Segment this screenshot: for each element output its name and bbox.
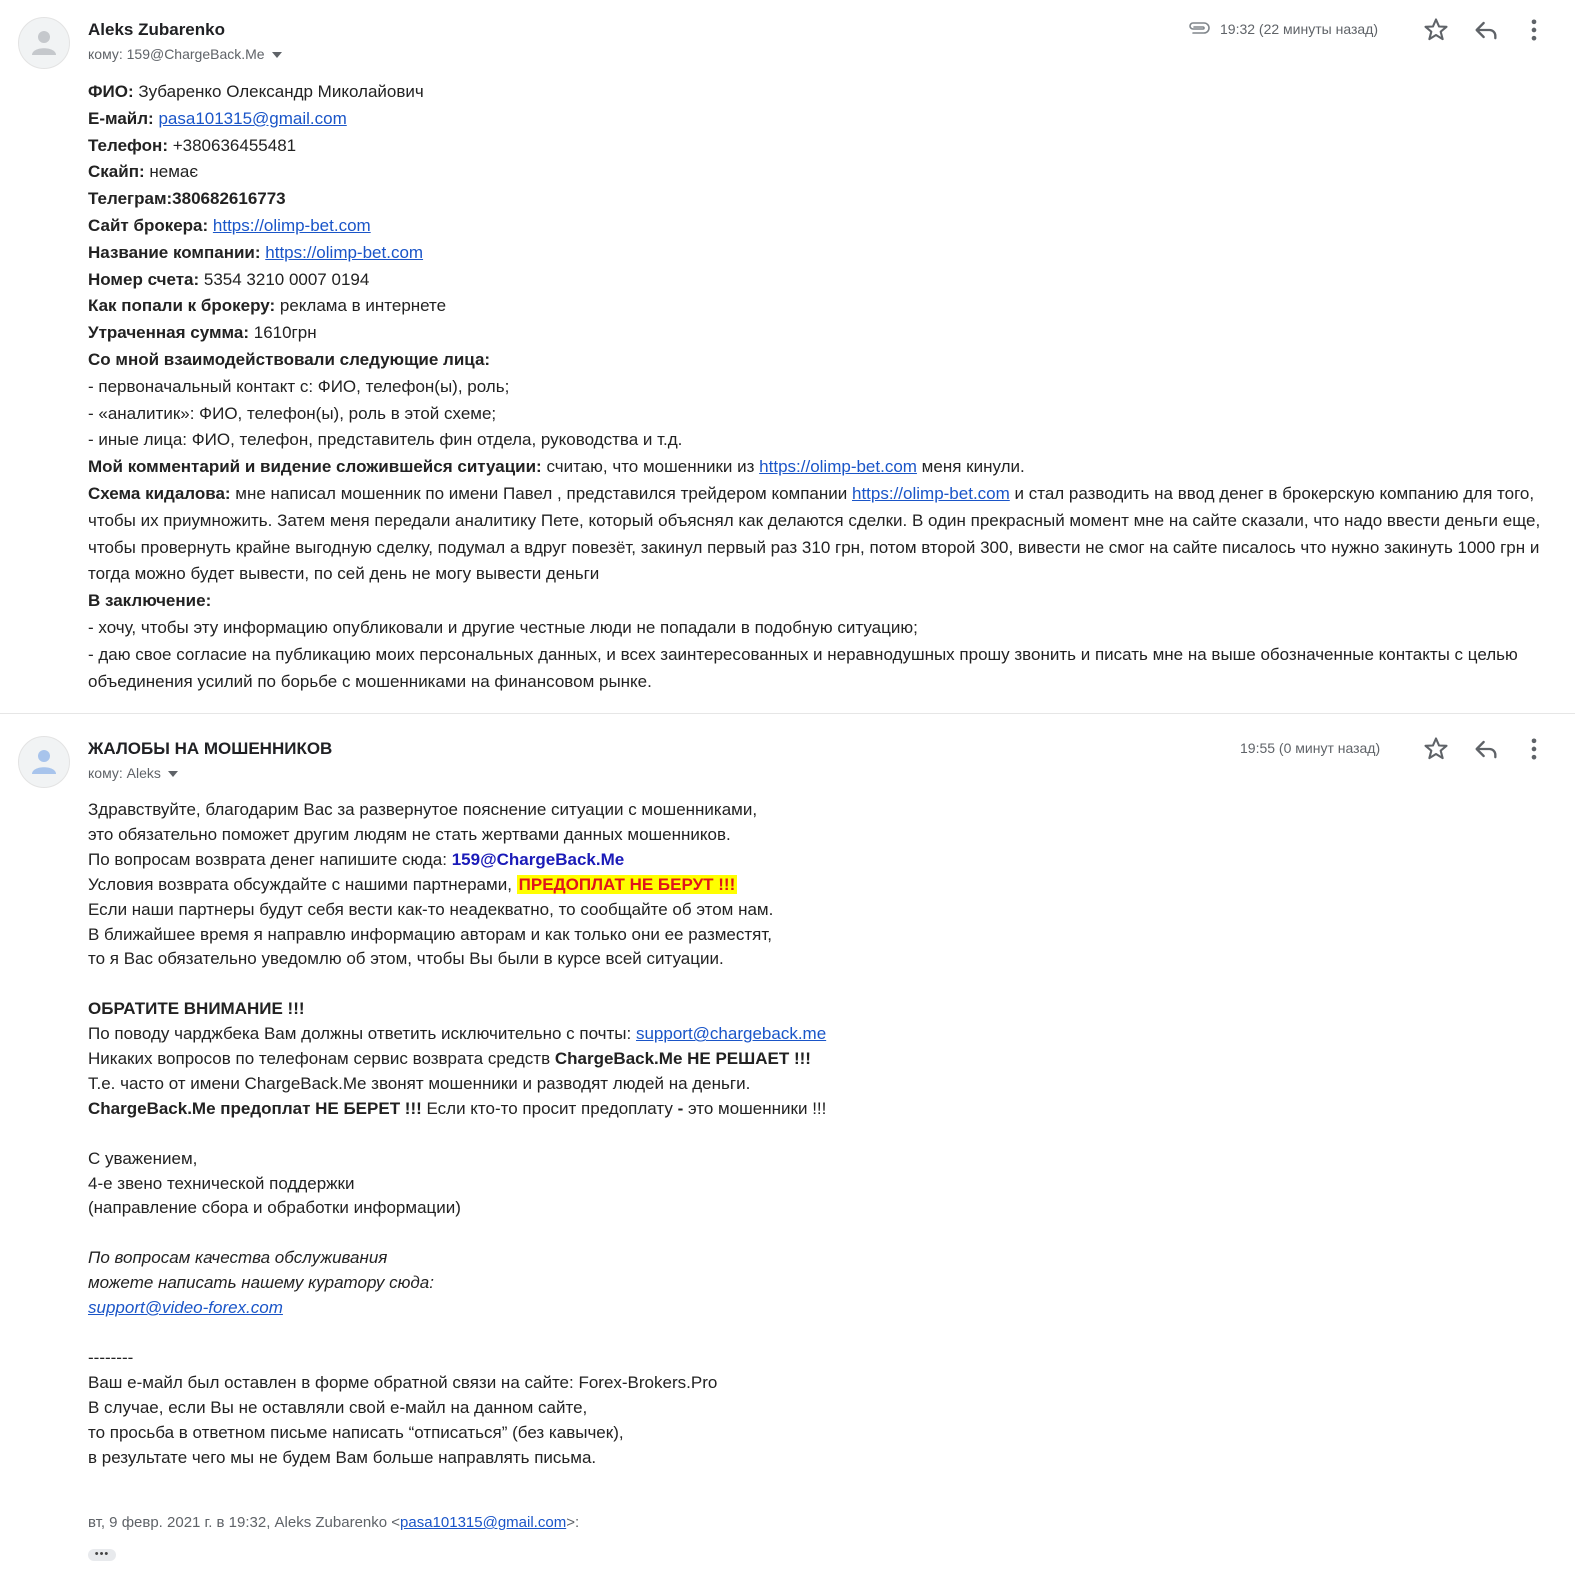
quality-line: По вопросам качества обслуживания [88,1248,388,1268]
more-vert-icon[interactable] [1520,16,1548,44]
star-icon[interactable] [1422,735,1450,763]
sender-name: ЖАЛОБЫ НА МОШЕННИКОВ [88,739,333,758]
sender-name: Aleks Zubarenko [88,20,225,39]
body-line: это обязательно поможет другим людям не стать жертвами данных мошенников. [88,824,731,844]
brand-email: 159@ChargeBack.Me [451,849,625,869]
reply-icon[interactable] [1472,735,1500,763]
field-line: ФИО: Зубаренко Олександр Миколайович [88,82,424,101]
company-link[interactable]: https://olimp-bet.com [265,242,424,262]
comment-line: Мой комментарий и видение сложившейся ситуации: считаю, что мошенники из https://olimp-bet.com меня кинули. [88,457,1025,477]
body-line: то я Вас обязательно уведомлю об этом, чтобы Вы были в курсе всей ситуации. [88,949,724,969]
highlight-warning: ПРЕДОПЛАТ НЕ БЕРУТ !!! [518,874,736,894]
body-line: Здравствуйте, благодарим Вас за развернутое пояснение ситуации с мошенниками, [88,800,758,819]
list-item: - даю свое согласие на публикацию моих персональных данных, и всех заинтересованных и неравнодушных прошу звонить и писать мне на выше обозначенные контакты с целью объединения усилий по борьбе с мошенниками на финансовом рынке. [88,644,1518,691]
message-2-body [88,798,1488,1470]
show-trimmed-content-button[interactable]: ••• [88,1549,116,1561]
paperclip-icon [1187,20,1211,36]
field-line: Е-майл: pasa101315@gmail.com [88,108,347,128]
person-avatar-icon [32,29,56,55]
more-vert-icon[interactable] [1520,735,1548,763]
recipient-text: кому: Aleks [88,765,161,781]
quoted-header: вт, 9 февр. 2021 г. в 19:32, Aleks Zubarenko <pasa101315@gmail.com>: [88,1514,580,1531]
body-line: ChargeBack.Me предоплат НЕ БЕРЕТ !!! Если кто-то просит предоплату - это мошенники !!! [88,1098,827,1118]
message-2 [0,714,1575,1579]
body-line: По поводу чарджбека Вам должны ответить исключительно с почты: support@chargeback.me [88,1024,827,1044]
field-line: Телефон: +380636455481 [88,135,297,155]
email-link[interactable]: pasa101315@gmail.com [158,108,347,128]
footer-line: в результате чего мы не будем Вам больше направлять письма. [88,1447,597,1467]
star-icon[interactable] [1422,16,1450,44]
support-email-link[interactable]: support@chargeback.me [635,1024,827,1044]
body-line: Т.е. часто от имени ChargeBack.Me звонят мошенники и разводят людей на деньги. [88,1073,751,1093]
footer-line: то просьба в ответном письме написать “отписаться” (без кавычек), [88,1422,624,1442]
scheme-paragraph: Схема кидалова: мне написал мошенник по имени Павел , представился трейдером компании https://olimp-bet.com и стал разводить на ввод денег в брокерскую компанию для того, чтобы их приумножить. Затем меня передали аналитику Пете, который объяснял как делаются сделки. В один прекрасный момент мне на сайте сказали, что надо ввести деньги еще, чтобы провернуть крайне выгодную сделку, подумал а вдруг повезёт, закинул первый раз 310 грн, потом второй 300, вивести не смог на сайте писалось что нужно закинуть 1000 грн и тогда можно будет вывести, по сей день не могу вывести деньги [88,483,1541,584]
list-item: - первоначальный контакт с: ФИО, телефон(ы), роль; [88,376,510,396]
person-avatar-icon [32,748,56,774]
field-line: Утраченная сумма: 1610грн [88,323,317,343]
reply-icon[interactable] [1472,16,1500,44]
body-line: Условия возврата обсуждайте с нашими партнерами, ПРЕДОПЛАТ НЕ БЕРУТ !!! [88,874,736,894]
body-line: По вопросам возврата денег напишите сюда: 159@ChargeBack.Me [88,849,625,869]
signature-line: 4-е звено технической поддержки [88,1173,355,1193]
caret-down-icon[interactable] [272,52,282,58]
field-line: Скайп: немає [88,162,199,182]
list-item: - иные лица: ФИО, телефон, представитель фин отдела, руководства и т.д. [88,430,683,450]
recipient-line[interactable] [88,46,282,62]
body-line: Если наши партнеры будут себя вести как-то неадекватно, то сообщайте об этом нам. [88,899,774,919]
field-line: Сайт брокера: https://olimp-bet.com [88,215,371,235]
recipient-text: кому: 159@ChargeBack.Me [88,46,265,62]
curator-email-link[interactable]: support@video-forex.com [88,1298,283,1318]
scheme-link[interactable]: https://olimp-bet.com [852,483,1010,503]
separator: -------- [88,1347,134,1367]
field-line: Название компании: https://olimp-bet.com [88,242,424,262]
footer-line: Ваш е-майл был оставлен в форме обратной связи на сайте: Forex-Brokers.Pro [88,1372,718,1392]
list-item: - хочу, чтобы эту информацию опубликовали и другие честные люди не попадали в подобную ситуацию; [88,617,918,637]
body-line: В ближайшее время я направлю информацию авторам и как только они ее разместят, [88,924,773,944]
recipient-line[interactable] [88,765,178,781]
signature-line: С уважением, [88,1148,198,1168]
message-timestamp: 19:55 (0 минут назад) [1240,740,1381,756]
field-line: Как попали к брокеру: реклама в интернете [88,296,447,316]
field-line: Со мной взаимодействовали следующие лица: [88,349,491,369]
quality-line: можете написать нашему куратору сюда: [88,1273,434,1293]
caret-down-icon[interactable] [168,771,178,777]
quoted-email-link[interactable]: pasa101315@gmail.com [400,1514,567,1531]
field-line: Номер счета: 5354 3210 0007 0194 [88,269,370,289]
message-timestamp: 19:32 (22 минуты назад) [1220,21,1378,37]
conclusion-heading: В заключение: [88,591,212,611]
list-item: - «аналитик»: ФИО, телефон(ы), роль в этой схеме; [88,403,497,423]
sender-avatar[interactable] [18,736,70,788]
signature-line: (направление сбора и обработки информации) [88,1198,461,1218]
sender-avatar[interactable] [18,17,70,69]
field-line: Телеграм:380682616773 [88,189,286,209]
comment-link[interactable]: https://olimp-bet.com [759,457,917,477]
broker-site-link[interactable]: https://olimp-bet.com [212,215,371,235]
body-line: Никаких вопросов по телефонам сервис возврата средств ChargeBack.Me НЕ РЕШАЕТ !!! [88,1049,811,1069]
attention-heading: ОБРАТИТЕ ВНИМАНИЕ !!! [88,999,305,1019]
message-1-body [88,79,1558,695]
footer-line: В случае, если Вы не оставляли свой е-майл на данном сайте, [88,1397,588,1417]
message-1 [0,0,1575,714]
